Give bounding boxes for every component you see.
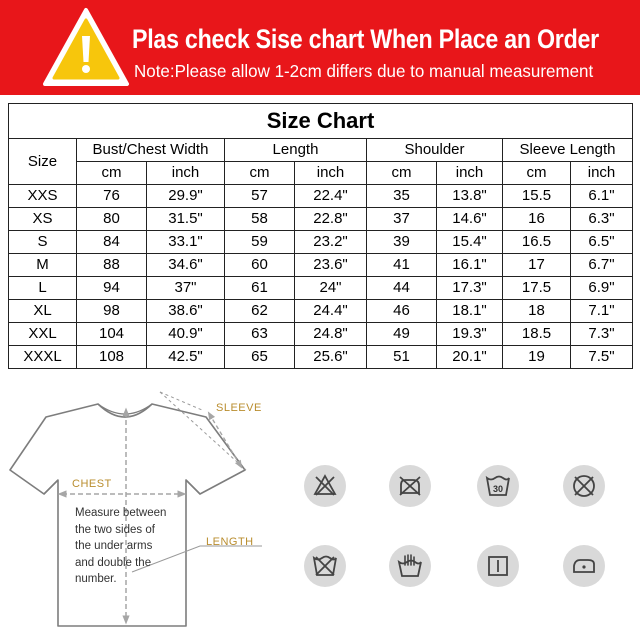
table-cell: 19.3" (437, 323, 503, 346)
table-cell: 24.8" (295, 323, 367, 346)
table-cell: 15.5 (503, 185, 571, 208)
line-dry-icon (477, 545, 519, 587)
table-cell: 98 (77, 300, 147, 323)
table-cell: 80 (77, 208, 147, 231)
table-cell: 88 (77, 254, 147, 277)
table-row (9, 185, 633, 208)
unit-cell: cm (503, 162, 571, 185)
table-row (9, 277, 633, 300)
table-cell: 20.1" (437, 346, 503, 369)
unit-cell: cm (77, 162, 147, 185)
table-cell: 58 (225, 208, 295, 231)
size-cell: L (9, 277, 77, 300)
unit-cell: inch (147, 162, 225, 185)
measure-line: number. (75, 573, 117, 585)
header-length: Length (225, 139, 367, 162)
table-cell: 13.8" (437, 185, 503, 208)
table-cell: 16.1" (437, 254, 503, 277)
table-cell: 6.5" (571, 231, 633, 254)
table-cell: 46 (367, 300, 437, 323)
table-cell: 17.3" (437, 277, 503, 300)
table-cell: 17 (503, 254, 571, 277)
header-bust: Bust/Chest Width (77, 139, 225, 162)
table-cell: 35 (367, 185, 437, 208)
table-cell: 6.7" (571, 254, 633, 277)
do-not-tumble-dry-icon (563, 465, 605, 507)
wash-30-icon (477, 465, 519, 507)
table-row (9, 208, 633, 231)
table-cell: 18.1" (437, 300, 503, 323)
table-cell: 7.5" (571, 346, 633, 369)
size-cell: XXS (9, 185, 77, 208)
table-cell: 7.3" (571, 323, 633, 346)
measure-instructions (75, 505, 185, 588)
table-cell: 94 (77, 277, 147, 300)
table-cell: 38.6" (147, 300, 225, 323)
measure-line: Measure between (75, 507, 167, 519)
table-cell: 16 (503, 208, 571, 231)
size-cell: XXXL (9, 346, 77, 369)
unit-cell: inch (437, 162, 503, 185)
table-cell: 29.9" (147, 185, 225, 208)
table-cell: 37" (147, 277, 225, 300)
header-row (9, 139, 633, 162)
table-cell: 19 (503, 346, 571, 369)
table-row (9, 231, 633, 254)
size-cell: S (9, 231, 77, 254)
banner-title: Plas check Sise chart When Place an Order (132, 24, 599, 54)
table-cell: 108 (77, 346, 147, 369)
table-cell: 60 (225, 254, 295, 277)
table-row (9, 323, 633, 346)
table-cell: 31.5" (147, 208, 225, 231)
table-cell: 34.6" (147, 254, 225, 277)
table-cell: 51 (367, 346, 437, 369)
table-cell: 23.6" (295, 254, 367, 277)
unit-cell: cm (367, 162, 437, 185)
table-cell: 57 (225, 185, 295, 208)
table-cell: 22.8" (295, 208, 367, 231)
unit-cell: cm (225, 162, 295, 185)
table-cell: 18 (503, 300, 571, 323)
table-cell: 63 (225, 323, 295, 346)
do-not-iron-icon (389, 465, 431, 507)
table-cell: 6.1" (571, 185, 633, 208)
table-cell: 59 (225, 231, 295, 254)
header-sleeve: Sleeve Length (503, 139, 633, 162)
size-cell: XS (9, 208, 77, 231)
table-cell: 25.6" (295, 346, 367, 369)
measure-line: and double the (75, 556, 152, 569)
table-cell: 62 (225, 300, 295, 323)
size-chart-table (8, 103, 633, 369)
table-cell: 6.9" (571, 277, 633, 300)
table-cell: 61 (225, 277, 295, 300)
table-cell: 65 (225, 346, 295, 369)
length-label: LENGTH (206, 536, 254, 548)
table-cell: 23.2" (295, 231, 367, 254)
table-cell: 15.4" (437, 231, 503, 254)
table-cell: 24" (295, 277, 367, 300)
header-size: Size (9, 139, 77, 185)
table-cell: 6.3" (571, 208, 633, 231)
table-cell: 42.5" (147, 346, 225, 369)
banner-note: Note:Please allow 1-2cm differs due to manual measurement (134, 61, 594, 81)
table-cell: 7.1" (571, 300, 633, 323)
table-cell: 16.5 (503, 231, 571, 254)
header-shoulder: Shoulder (367, 139, 503, 162)
table-row (9, 300, 633, 323)
table-cell: 14.6" (437, 208, 503, 231)
size-chart-body (9, 104, 633, 369)
table-cell: 49 (367, 323, 437, 346)
table-row (9, 254, 633, 277)
table-cell: 40.9" (147, 323, 225, 346)
unit-cell: inch (571, 162, 633, 185)
table-cell: 44 (367, 277, 437, 300)
table-cell: 22.4" (295, 185, 367, 208)
svg-text:30: 30 (492, 484, 504, 494)
table-cell: 17.5 (503, 277, 571, 300)
do-not-wash-icon (304, 545, 346, 587)
iron-low-icon (563, 545, 605, 587)
table-cell: 18.5 (503, 323, 571, 346)
size-cell: M (9, 254, 77, 277)
size-cell: XL (9, 300, 77, 323)
sleeve-label: SLEEVE (216, 402, 262, 414)
chest-label: CHEST (72, 478, 112, 490)
table-cell: 33.1" (147, 231, 225, 254)
warning-triangle-icon (42, 6, 130, 88)
measure-line: the two sides of (75, 523, 155, 536)
warning-banner (0, 0, 640, 95)
table-row (9, 346, 633, 369)
size-chart-title: Size Chart (9, 104, 633, 139)
table-cell: 84 (77, 231, 147, 254)
unit-cell: inch (295, 162, 367, 185)
table-cell: 37 (367, 208, 437, 231)
table-cell: 76 (77, 185, 147, 208)
table-cell: 41 (367, 254, 437, 277)
table-cell: 104 (77, 323, 147, 346)
unit-row (9, 162, 633, 185)
table-cell: 24.4" (295, 300, 367, 323)
hand-wash-icon (389, 545, 431, 587)
do-not-bleach-icon (304, 465, 346, 507)
table-cell: 39 (367, 231, 437, 254)
size-cell: XXL (9, 323, 77, 346)
measure-line: the under arms (75, 540, 153, 552)
